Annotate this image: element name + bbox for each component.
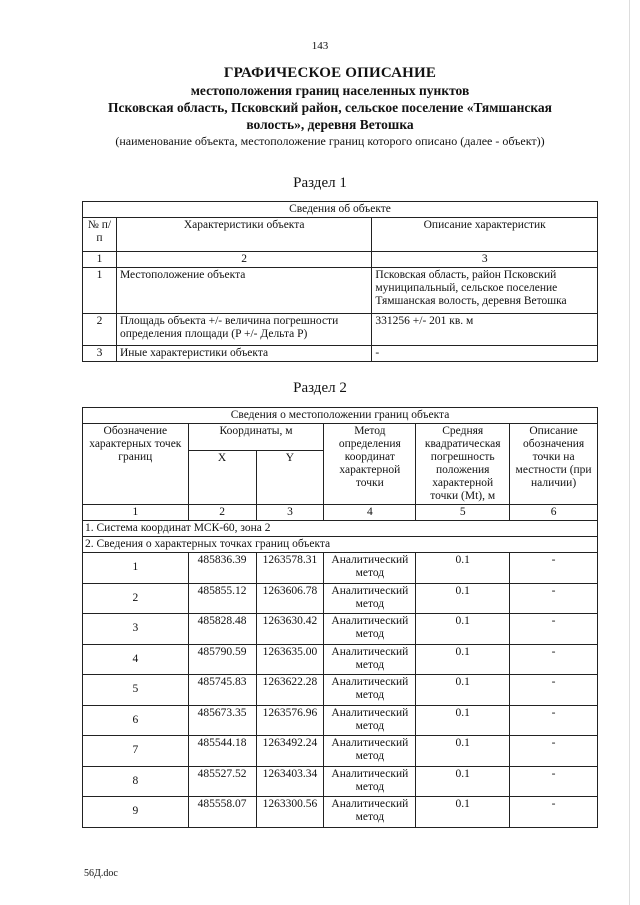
table-row: [83, 268, 598, 314]
section-2-title: Раздел 2: [293, 380, 347, 396]
column-index: 2: [188, 505, 256, 521]
point-number: 4: [83, 644, 189, 675]
point-number: 7: [83, 736, 189, 767]
column-index: 2: [116, 252, 371, 268]
header-error: Средняя квадратическая погрешность положения характерной точки (Mt), м: [416, 424, 510, 505]
point-number: 5: [83, 675, 189, 706]
point-number: 1: [83, 553, 189, 584]
row-description: -: [372, 346, 598, 362]
marking-cell: -: [510, 553, 598, 584]
page-number: 143: [311, 40, 329, 52]
error-cell: 0.1: [416, 583, 510, 614]
point-number: 2: [83, 583, 189, 614]
coordinate-y: 1263635.00: [256, 644, 324, 675]
header-x: X: [188, 451, 256, 505]
header-description: Описание характеристик: [372, 218, 598, 252]
table-row: [83, 766, 598, 797]
row-description: 331256 +/- 201 кв. м: [372, 314, 598, 346]
marking-cell: -: [510, 705, 598, 736]
document-title: ГРАФИЧЕСКОЕ ОПИСАНИЕ: [223, 65, 437, 81]
header-marking: Описание обозначения точки на местности (при наличии): [510, 424, 598, 505]
table-row: [83, 797, 598, 828]
location-line-1: Псковская область, Псковский район, сельское поселение «Тямшанская: [108, 100, 552, 115]
header-characteristics: Характеристики объекта: [116, 218, 371, 252]
row-characteristic: Иные характеристики объекта: [116, 346, 371, 362]
error-cell: 0.1: [416, 553, 510, 584]
row-characteristic: Площадь объекта +/- величина погрешности определения площади (P +/- Дельта P): [116, 314, 371, 346]
point-number: 9: [83, 797, 189, 828]
coordinate-x: 485836.39: [188, 553, 256, 584]
coordinate-y: 1263492.24: [256, 736, 324, 767]
section-1-title: Раздел 1: [293, 175, 347, 191]
document-header: [60, 64, 600, 149]
document-subtitle: местоположения границ населенных пунктов: [190, 83, 470, 98]
point-number: 6: [83, 705, 189, 736]
coordinate-y: 1263622.28: [256, 675, 324, 706]
row-number: 2: [83, 314, 117, 346]
coordinate-y: 1263300.56: [256, 797, 324, 828]
error-cell: 0.1: [416, 797, 510, 828]
coordinate-y: 1263630.42: [256, 614, 324, 645]
column-index: 3: [372, 252, 598, 268]
coordinate-x: 485527.52: [188, 766, 256, 797]
coordinate-y: 1263403.34: [256, 766, 324, 797]
table-row: [83, 736, 598, 767]
coordinate-y: 1263576.96: [256, 705, 324, 736]
error-cell: 0.1: [416, 675, 510, 706]
header-number: № п/п: [83, 218, 117, 252]
error-cell: 0.1: [416, 705, 510, 736]
marking-cell: -: [510, 644, 598, 675]
method-cell: Аналитический метод: [324, 797, 416, 828]
coordinate-x: 485790.59: [188, 644, 256, 675]
table-row: [83, 553, 598, 584]
marking-cell: -: [510, 583, 598, 614]
header-method: Метод определения координат характерной точки: [324, 424, 416, 505]
method-cell: Аналитический метод: [324, 705, 416, 736]
table-row: [83, 314, 598, 346]
coordinate-x: 485855.12: [188, 583, 256, 614]
marking-cell: -: [510, 736, 598, 767]
row-description: Псковская область, район Псковский муниципальный, сельское поселение Тямшанская волость, деревня Ветошка: [372, 268, 598, 314]
table-row: [83, 705, 598, 736]
method-cell: Аналитический метод: [324, 614, 416, 645]
coordinate-x: 485544.18: [188, 736, 256, 767]
coordinate-x: 485745.83: [188, 675, 256, 706]
table-row: [83, 583, 598, 614]
file-name: 56Д.doc: [84, 868, 118, 879]
coordinate-y: 1263578.31: [256, 553, 324, 584]
method-cell: Аналитический метод: [324, 766, 416, 797]
coordinate-x: 485673.35: [188, 705, 256, 736]
coordinate-x: 485828.48: [188, 614, 256, 645]
error-cell: 0.1: [416, 736, 510, 767]
marking-cell: -: [510, 614, 598, 645]
coordinate-system: 1. Система координат МСК-60, зона 2: [83, 521, 598, 537]
method-cell: Аналитический метод: [324, 736, 416, 767]
marking-cell: -: [510, 797, 598, 828]
coordinate-x: 485558.07: [188, 797, 256, 828]
header-points: Обозначение характерных точек границ: [83, 424, 189, 505]
marking-cell: -: [510, 766, 598, 797]
column-index: 1: [83, 252, 117, 268]
method-cell: Аналитический метод: [324, 583, 416, 614]
table-row: [83, 675, 598, 706]
column-index: 6: [510, 505, 598, 521]
boundary-points-table: [82, 407, 598, 828]
marking-cell: -: [510, 675, 598, 706]
error-cell: 0.1: [416, 614, 510, 645]
row-number: 1: [83, 268, 117, 314]
point-number: 8: [83, 766, 189, 797]
table-caption: Сведения о местоположении границ объекта: [83, 408, 598, 424]
point-number: 3: [83, 614, 189, 645]
method-cell: Аналитический метод: [324, 553, 416, 584]
table-row: [83, 614, 598, 645]
row-characteristic: Местоположение объекта: [116, 268, 371, 314]
table-row: [83, 644, 598, 675]
error-cell: 0.1: [416, 766, 510, 797]
coordinate-y: 1263606.78: [256, 583, 324, 614]
page-edge: [629, 0, 630, 905]
method-cell: Аналитический метод: [324, 675, 416, 706]
row-number: 3: [83, 346, 117, 362]
object-info-table: [82, 201, 598, 362]
column-index: 4: [324, 505, 416, 521]
location-line-2: волость», деревня Ветошка: [246, 117, 414, 132]
header-coordinates: Координаты, м: [188, 424, 324, 451]
table-row: [83, 346, 598, 362]
table-caption: Сведения об объекте: [83, 202, 598, 218]
column-index: 5: [416, 505, 510, 521]
error-cell: 0.1: [416, 644, 510, 675]
header-y: Y: [256, 451, 324, 505]
column-index: 1: [83, 505, 189, 521]
points-heading: 2. Сведения о характерных точках границ объекта: [83, 537, 598, 553]
method-cell: Аналитический метод: [324, 644, 416, 675]
object-note: (наименование объекта, местоположение границ которого описано (далее - объект)): [115, 134, 545, 148]
column-index: 3: [256, 505, 324, 521]
